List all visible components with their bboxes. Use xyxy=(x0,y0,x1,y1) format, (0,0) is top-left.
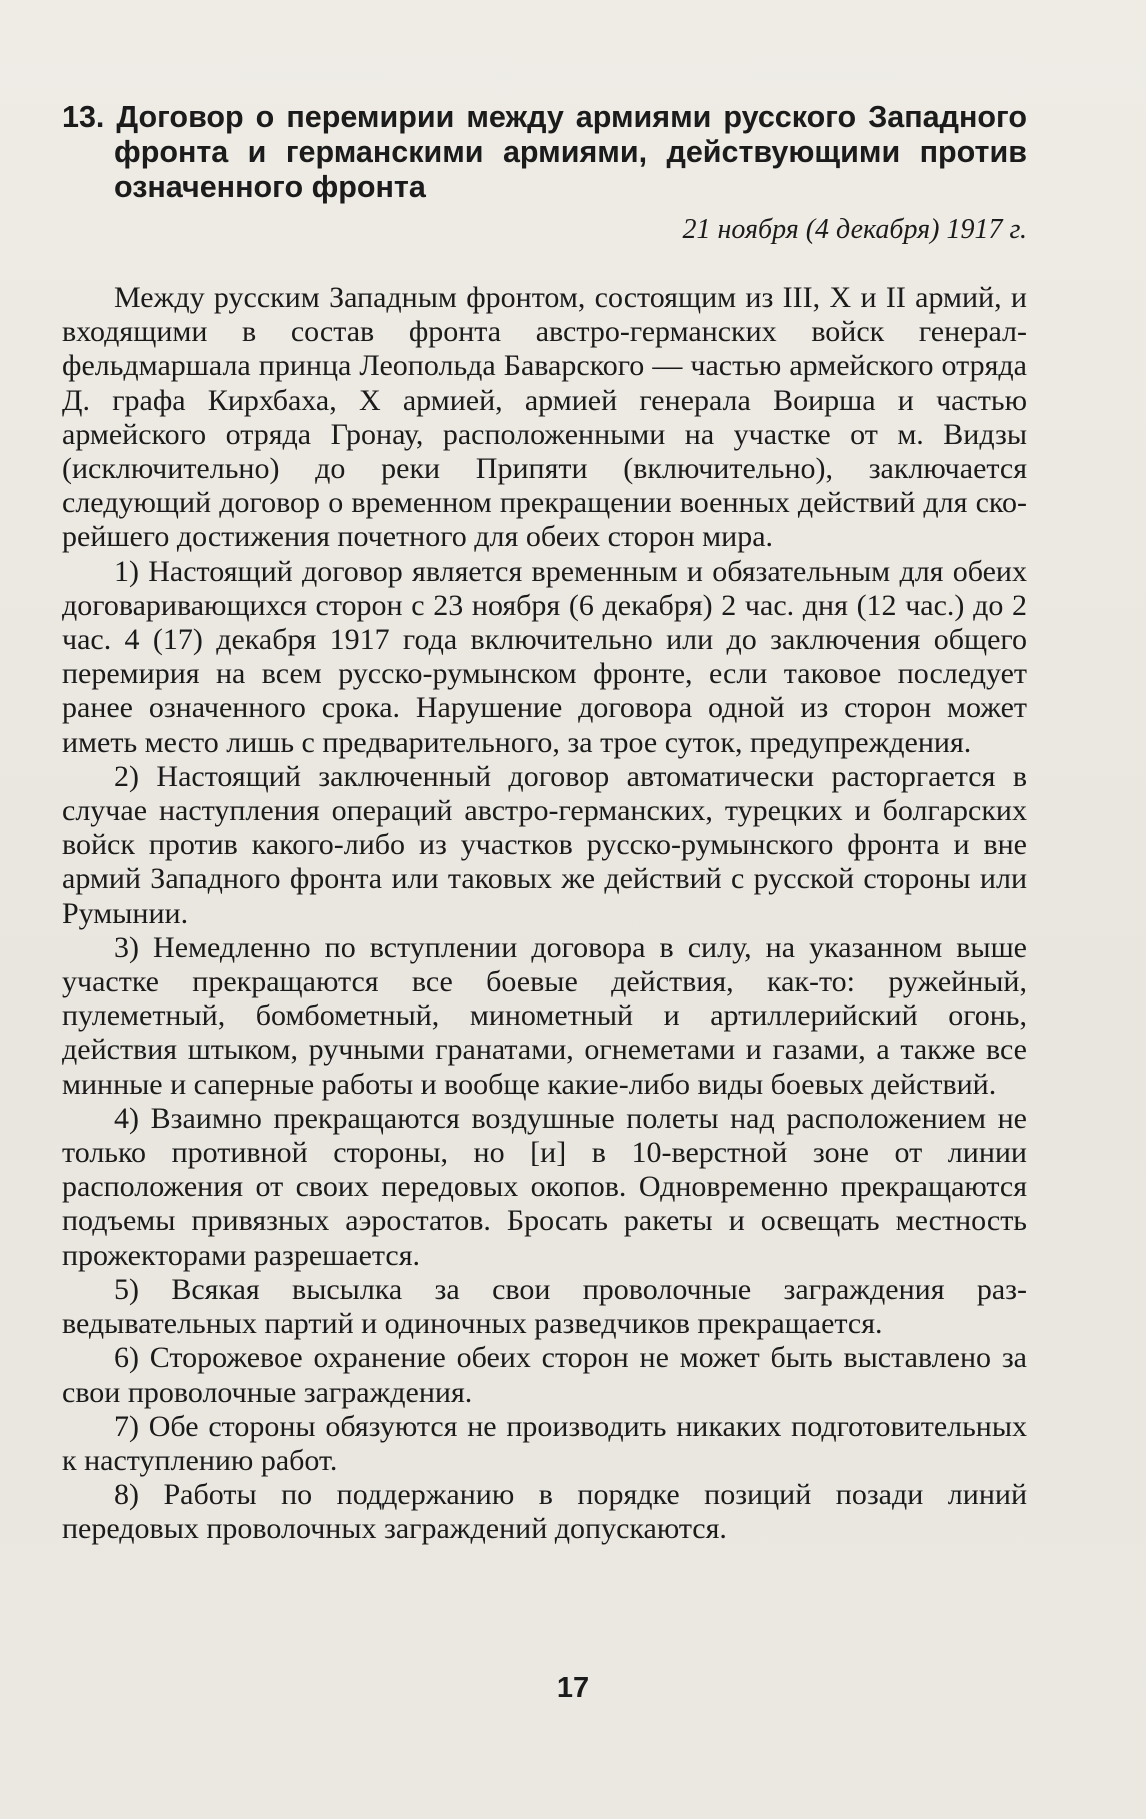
paragraph-clause-3: 3) Немедленно по вступлении договора в силу, на указанном выше участке прекращаются все боевые действия, как-то: ружейный, пулеметный, бомбометный, минометный и артиллерийский огонь, действия штыком, ручными гранатами, огнеметами и газами, а также все минные и саперные работы и вообще какие-либо виды боевых действий. xyxy=(62,930,1027,1101)
document-date: 21 ноября (4 декабря) 1917 г. xyxy=(682,214,1027,245)
paragraph-clause-6: 6) Сторожевое охранение обеих сторон не может быть выставлено за свои проволочные заграждения. xyxy=(62,1341,1027,1409)
paragraph-clause-1: 1) Настоящий договор является временным и обязательным для обеих договаривающихся сторон с 23 ноября (6 декабря) 2 час. дня (12 час.) до 2 час. 4 (17) декабря 1917 года включительно или до заключения общего перемирия на всем русско-румынском фронте, если таковое последует ранее означенного срока. Нарушение договора одной из сторон может иметь место лишь с предварительного, за трое суток, предупреждения. xyxy=(62,554,1027,759)
document-heading: 13. Договор о перемирии между армиями русского Западного фронта и германскими армиями, действующими против означенного фронта xyxy=(62,100,1027,204)
paragraph-preamble: Между русским Западным фронтом, состоящим из III, X и II армий, и входящими в состав фронта австро-германских войск генерал-фельдмаршала принца Леопольда Баварского — частью армейского отряда Д. графа Кирхбаха, X армией, армией генерала Воирша и частью армейского отряда Гронау, расположенными на участке от м. Видзы (исключительно) до реки Припяти (включительно), заключается следующий договор о временном прекращении военных действий для скорейшего достижения почетного для обеих сторон мира. xyxy=(62,281,1027,554)
text-block xyxy=(62,100,1027,1547)
paragraph-clause-2: 2) Настоящий заключенный договор автоматически расторгается в случае наступления операций австро-германских, турецких и болгарских войск против какого-либо из участков русско-румынского фронта и вне армий Западного фронта или таковых же действий с русской стороны или Румынии. xyxy=(62,759,1027,930)
paragraph-clause-5: 5) Всякая высылка за свои проволочные заграждения разведывательных партий и одиночных разведчиков прекращается. xyxy=(62,1272,1027,1341)
paragraph-clause-8: 8) Работы по поддержанию в порядке позиций позади линий передовых проволочных заграждений допускаются. xyxy=(62,1478,1027,1546)
paragraph-clause-4: 4) Взаимно прекращаются воздушные полеты над расположением не только противной стороны, но [и] в 10-верстной зоне от линии расположения от своих передовых окопов. Одновременно прекращаются подъемы привязных аэростатов. Бросать ракеты и освещать местность прожекторами разрешается. xyxy=(62,1101,1027,1272)
page-number: 17 xyxy=(556,1672,590,1704)
paragraph-clause-7: 7) Обе стороны обязуются не производить никаких подготовительных к наступлению работ. xyxy=(62,1409,1027,1477)
